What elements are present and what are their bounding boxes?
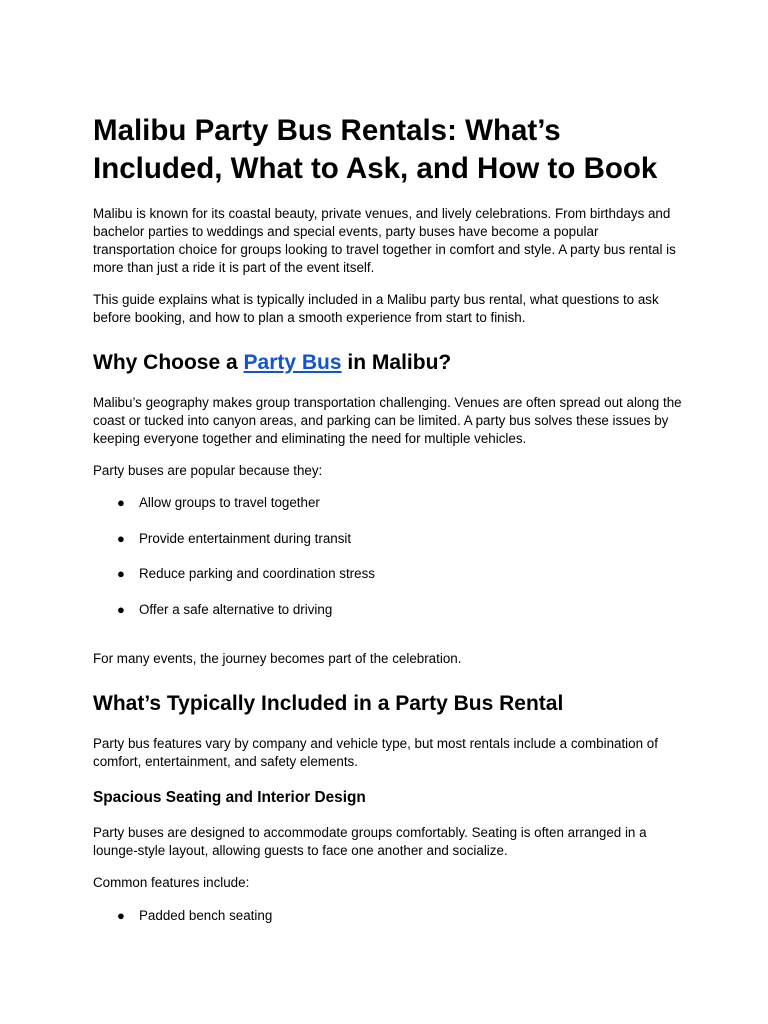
party-bus-link[interactable]: Party Bus [243, 351, 342, 374]
list-item-text: Reduce parking and coordination stress [139, 566, 375, 581]
heading-suffix: in Malibu? [341, 351, 452, 374]
list-item [93, 494, 683, 512]
section2-paragraph-2: Party buses are designed to accommodate groups comfortably. Seating is often arranged in a lounge-style layout, allowing guests to face one another and socialize. [93, 824, 647, 858]
section1-paragraph-2: Party buses are popular because they: [93, 463, 323, 478]
list-item-text: Allow groups to travel together [139, 495, 320, 510]
section-heading-why-choose [93, 349, 683, 377]
list-item [93, 530, 683, 548]
section-heading-whats-included: What’s Typically Included in a Party Bus Rental [93, 691, 564, 715]
bullet-icon: ● [117, 495, 125, 510]
list-item [93, 907, 683, 925]
list-item-text: Padded bench seating [139, 907, 273, 923]
list-item [93, 601, 683, 619]
bullet-icon: ● [117, 530, 125, 546]
section1-paragraph-3: For many events, the journey becomes part of the celebration. [93, 650, 462, 666]
bullet-icon: ● [117, 907, 125, 923]
list-item-text: Provide entertainment during transit [139, 530, 352, 546]
features-list [93, 907, 683, 925]
intro-paragraph-1: Malibu is known for its coastal beauty, private venues, and lively celebrations. From birthdays and bachelor parties to weddings and special events, party buses have become a popular transportation choice for groups looking to travel together in comfort and style. A party bus rental is more than just a ride it is part of the event itself. [93, 206, 676, 275]
section1-paragraph-1: Malibu’s geography makes group transportation challenging. Venues are often spread out along the coast or tucked into canyon areas, and parking can be limited. A party bus solves these issues by keeping everyone together and eliminating the need for multiple vehicles. [93, 395, 682, 446]
section2-paragraph-3: Common features include: [93, 874, 250, 890]
benefits-list [93, 494, 683, 619]
list-item [93, 565, 683, 583]
bullet-icon: ● [117, 601, 125, 617]
list-item-text: Offer a safe alternative to driving [139, 601, 333, 617]
intro-paragraph-2: This guide explains what is typically included in a Malibu party bus rental, what questions to ask before booking, and how to plan a smooth experience from start to finish. [93, 292, 659, 325]
subheading-seating: Spacious Seating and Interior Design [93, 788, 366, 806]
bullet-icon: ● [117, 566, 125, 581]
document-title: Malibu Party Bus Rentals: What’s Included, What to Ask, and How to Book [93, 114, 658, 185]
document-page [93, 112, 683, 942]
section2-paragraph-1: Party bus features vary by company and vehicle type, but most rentals include a combination of comfort, entertainment, and safety elements. [93, 735, 658, 769]
heading-prefix: Why Choose a [93, 351, 244, 374]
